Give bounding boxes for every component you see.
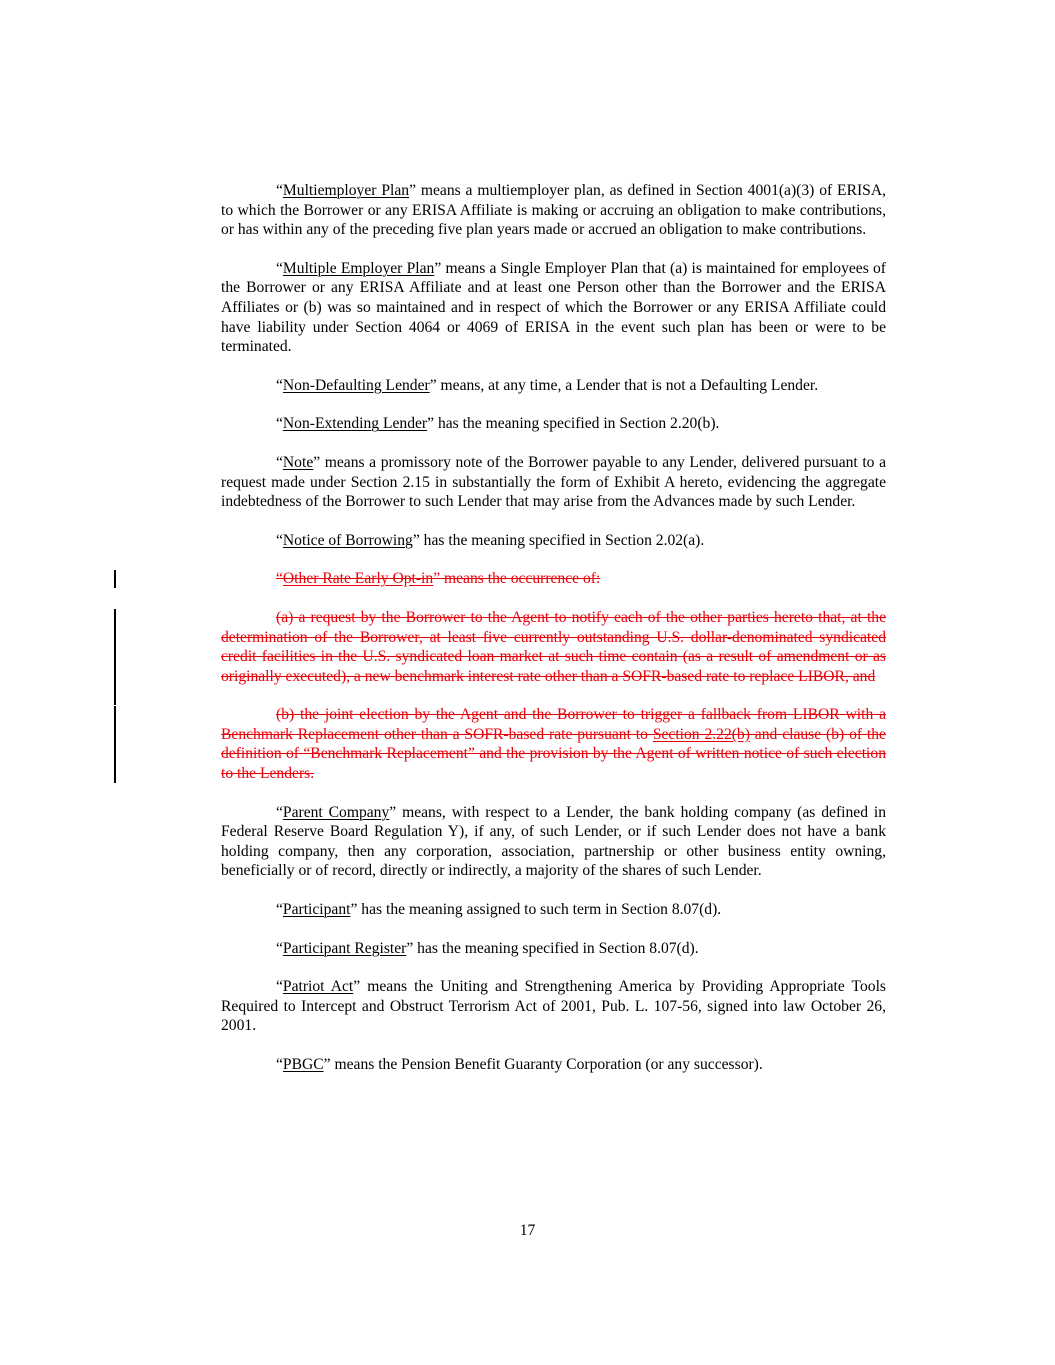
definition-notice-of-borrowing: “Notice of Borrowing” has the meaning specified in Section 2.02(a).: [276, 531, 705, 549]
definition-participant: “Participant” has the meaning assigned to such term in Section 8.07(d).: [276, 901, 722, 919]
definition-multiemployer-plan: “Multiemployer Plan” means a multiemployer plan, as defined in Section 4001(a)(3) of ERISA, to which the Borrower or any ERISA Affiliate is making or accruing an obligation to make contributions, or has within any of the preceding five plan years made or accrued an obligation to make contributions.: [221, 182, 887, 239]
change-bar: [114, 609, 116, 705]
change-bar: [114, 706, 116, 783]
deleted-definition-other-rate-early-opt-in: “Other Rate Early Opt-in” means the occurrence of:: [221, 569, 886, 589]
defined-term: Non-Extending Lender: [282, 415, 428, 433]
definition-participant-register: “Participant Register” has the meaning specified in Section 8.07(d).: [276, 939, 699, 957]
defined-term: Parent Company: [282, 803, 390, 821]
deleted-clause-b: (b) the joint election by the Agent and the Borrower to trigger a fallback from LIBOR with a Benchmark Replacement other than a SOFR-based rate pursuant to Section 2.22(b) and clause (b) of the definition of “Benchmark Replacement” and the provision by the Agent of written notice of such election to the Lenders.: [221, 705, 886, 783]
definition-non-extending-lender: “Non-Extending Lender” has the meaning specified in Section 2.20(b).: [276, 415, 720, 433]
defined-term: Multiple Employer Plan: [282, 259, 435, 277]
definition-note: “Note” means a promissory note of the Borrower payable to any Lender, delivered pursuant to a request made under Section 2.15 in substantially the form of Exhibit A hereto, evidencing the aggregate indebtedness of the Borrower to such Lender that may arise from the Advances made by such Lender.: [221, 453, 886, 511]
definition-patriot-act: “Patriot Act” means the Uniting and Strengthening America by Providing Appropriate Tools Required to Intercept and Obstruct Terrorism Act of 2001, Pub. L. 107-56, signed into law October 26, 2001.: [221, 978, 886, 1035]
change-bar: [114, 570, 116, 588]
defined-term: Patriot Act: [282, 978, 354, 996]
page-number: 17: [519, 1222, 536, 1239]
definition-non-defaulting-lender: “Non-Defaulting Lender” means, at any time, a Lender that is not a Defaulting Lender.: [276, 376, 819, 394]
section-reference: Section 2.22(b): [652, 725, 750, 743]
defined-term: Other Rate Early Opt-in: [282, 570, 434, 588]
defined-term: Note: [282, 453, 314, 471]
definition-multiple-employer-plan: “Multiple Employer Plan” means a Single Employer Plan that (a) is maintained for employees of the Borrower or any ERISA Affiliate and at least one Person other than the Borrower and the ERISA Affiliates or (b) was so maintained and in respect of which the Borrower or any ERISA Affiliate could have liability under Section 4064 or 4069 of ERISA in the event such plan has been or were to be terminated.: [221, 259, 886, 356]
defined-term: Non-Defaulting Lender: [282, 376, 430, 394]
definition-parent-company: “Parent Company” means, with respect to a Lender, the bank holding company (as defined in Federal Reserve Board Regulation Y), if any, of such Lender, or if such Lender does not have a bank holding company, then any corporation, association, partnership or other business entity owning, beneficially or of record, directly or indirectly, a majority of the shares of such Lender.: [221, 803, 886, 880]
defined-term: Multiemployer Plan: [282, 182, 410, 199]
defined-term: Notice of Borrowing: [282, 531, 413, 549]
document-page: [221, 181, 886, 1094]
defined-term: Participant Register: [282, 939, 407, 957]
defined-term: Participant: [282, 901, 351, 919]
defined-term: PBGC: [282, 1056, 324, 1073]
definition-pbgc: “PBGC” means the Pension Benefit Guaranty Corporation (or any successor).: [276, 1056, 763, 1073]
deleted-clause-a: (a) a request by the Borrower to the Agent to notify each of the other parties hereto that, at the determination of the Borrower, at least five currently outstanding U.S. dollar-denominated syndicated credit facilities in the U.S. syndicated loan market at such time contain (as a result of amendment or as originally executed), a new benchmark interest rate other than a SOFR-based rate to replace LIBOR, and: [221, 608, 886, 686]
